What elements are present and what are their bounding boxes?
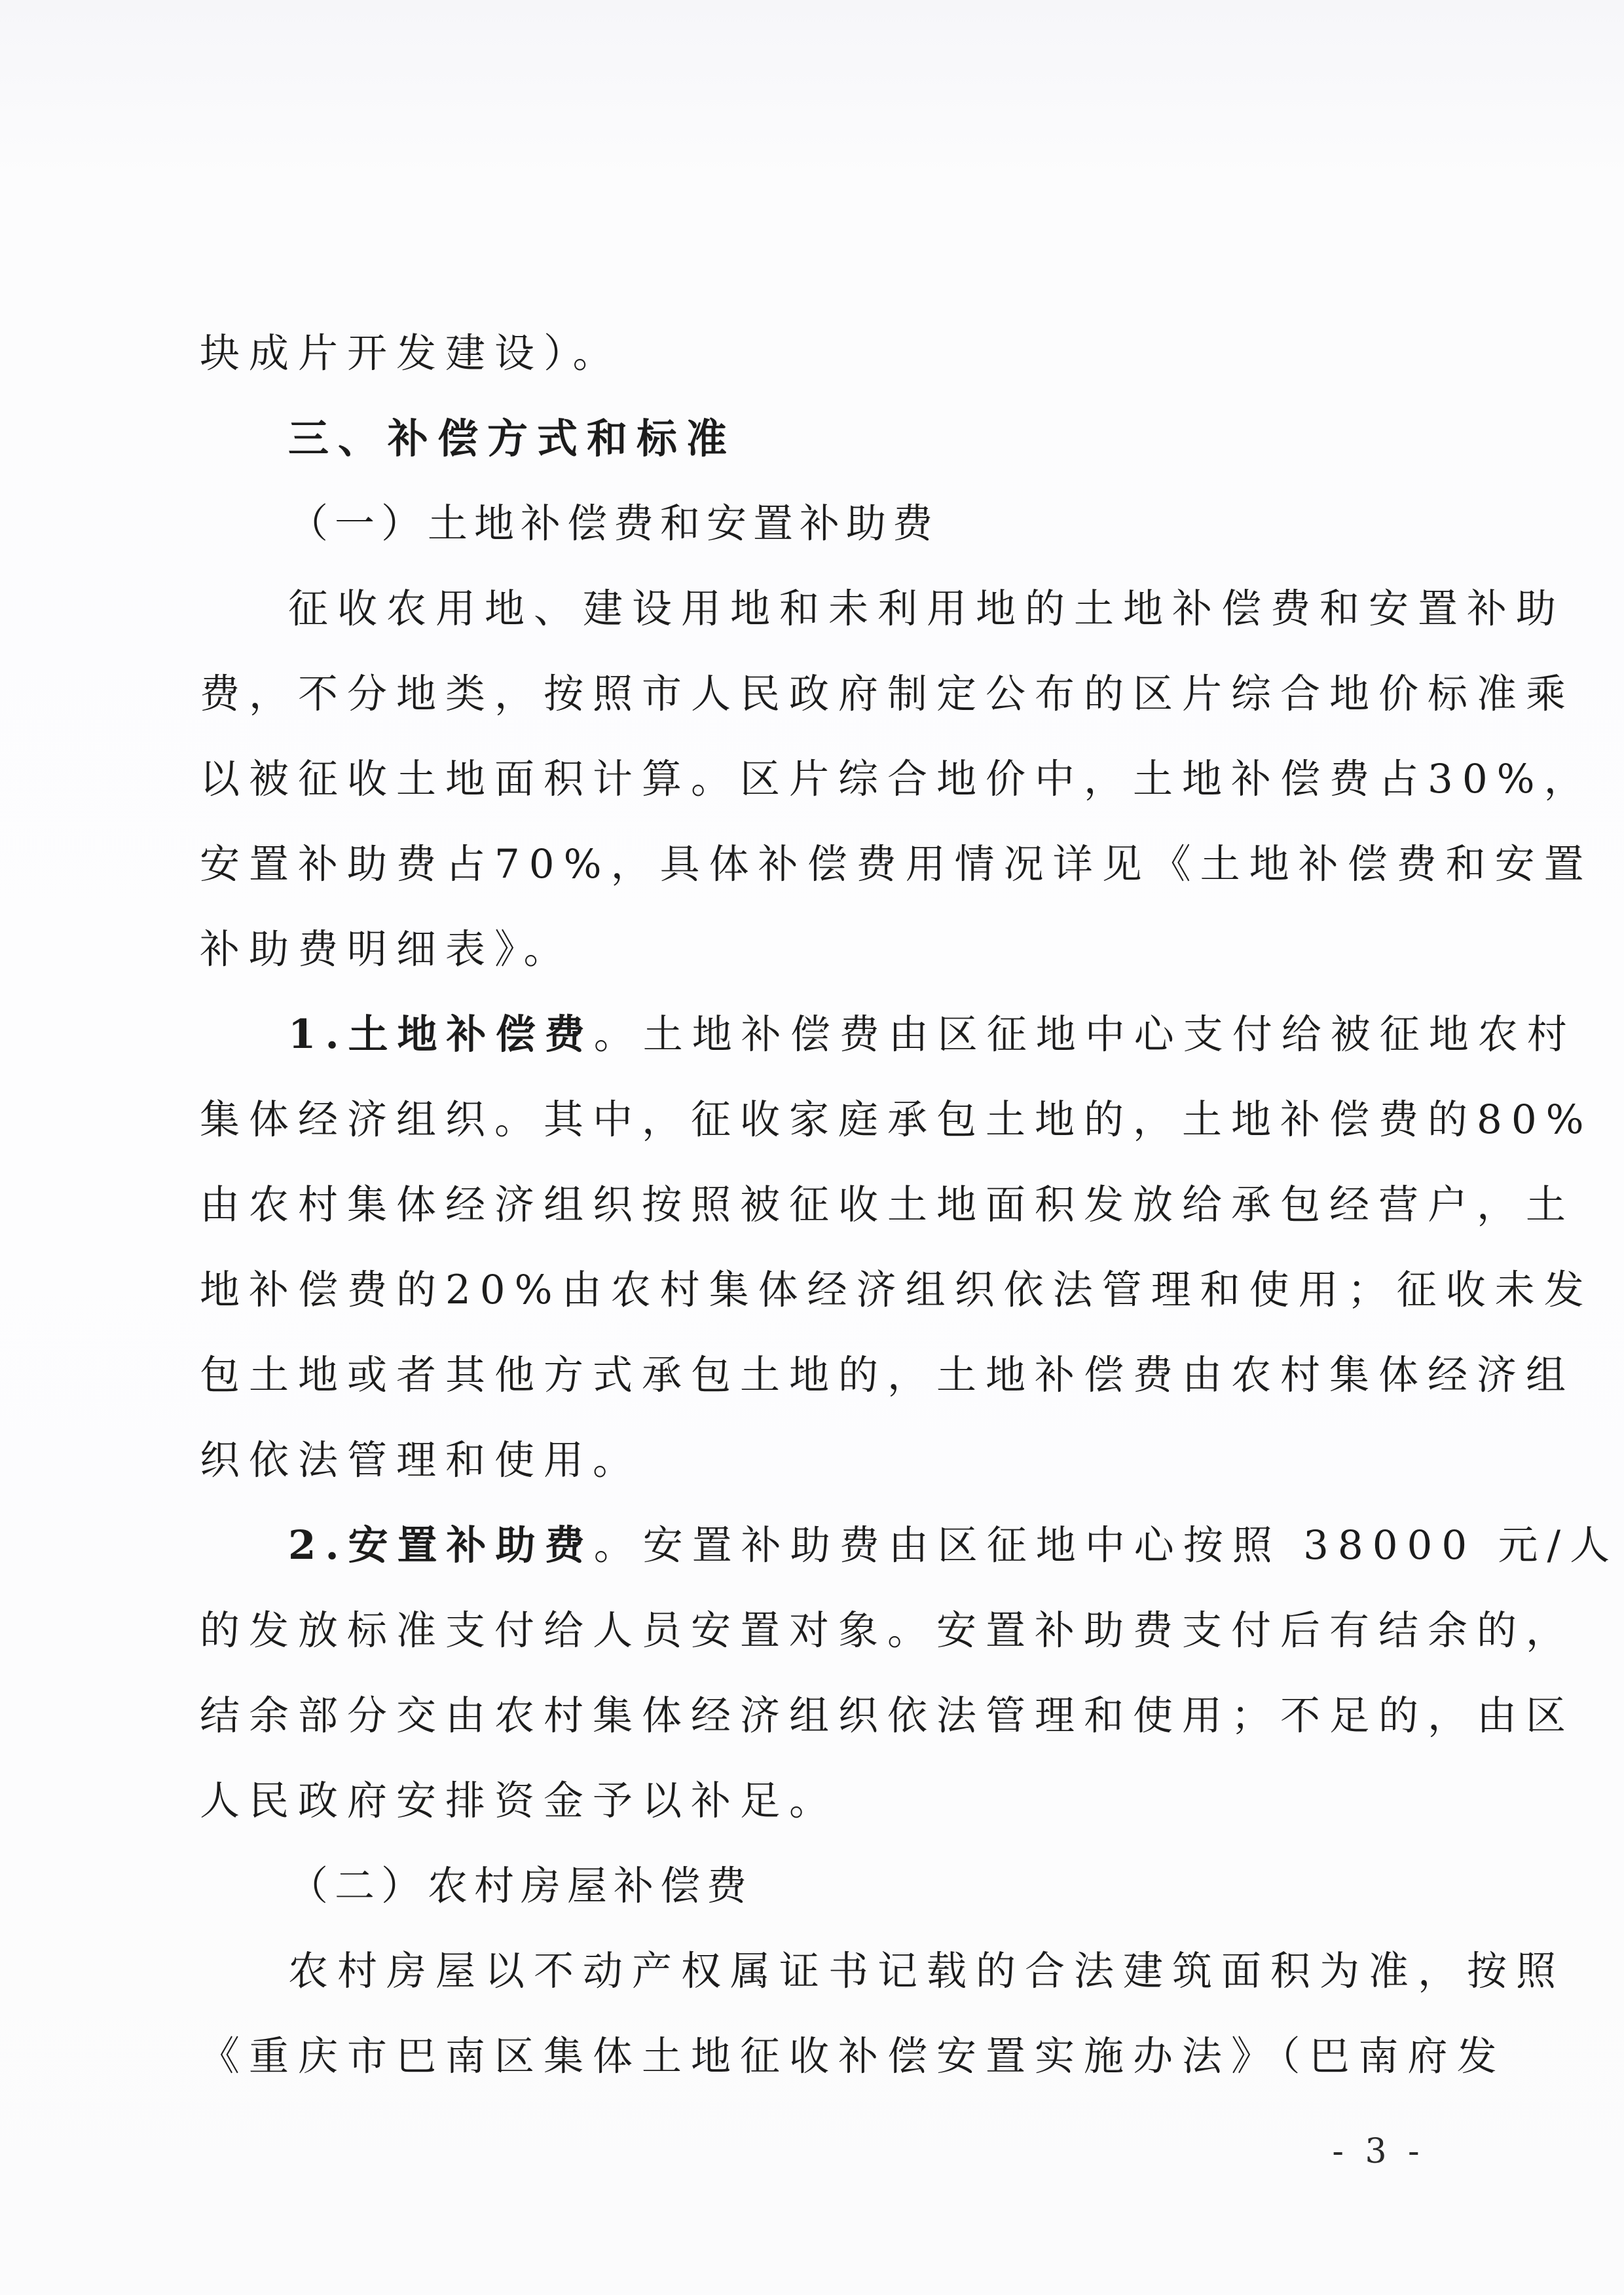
text-line-10: 集体经济组织。其中，征收家庭承包土地的，土地补偿费的80% <box>200 1096 1593 1143</box>
text-line-14: 织依法管理和使用。 <box>200 1437 642 1483</box>
text-line-18: 人民政府安排资金予以补足。 <box>200 1778 839 1824</box>
text-line-12: 地补偿费的20%由农村集体经济组织依法管理和使用；征收未发 <box>200 1267 1593 1313</box>
subsection-heading-2: （二）农村房屋补偿费 <box>288 1863 754 1909</box>
text-line-11: 由农村集体经济组织按照被征收土地面积发放给承包经营户，土 <box>200 1182 1576 1228</box>
text-line-6: 以被征收土地面积计算。区片综合地价中，土地补偿费占30%， <box>200 756 1593 802</box>
text-line-20: 农村房屋以不动产权属证书记载的合法建筑面积为准，按照 <box>288 1948 1566 1994</box>
text-line-7: 安置补助费占70%，具体补偿费用情况详见《土地补偿费和安置 <box>200 841 1593 887</box>
text-line-4: 征收农用地、建设用地和未利用地的土地补偿费和安置补助 <box>288 586 1566 632</box>
page-number: - 3 - <box>1332 2132 1425 2171</box>
text-line-17: 结余部分交由农村集体经济组织依法管理和使用；不足的，由区 <box>200 1692 1576 1739</box>
text-line-8: 补助费明细表》。 <box>200 926 573 973</box>
paragraph-land-compensation <box>288 992 1576 1077</box>
text-line-13: 包土地或者其他方式承包土地的，土地补偿费由农村集体经济组 <box>200 1352 1576 1398</box>
text-line-21: 《重庆市巴南区集体土地征收补偿安置实施办法》（巴南府发 <box>200 2033 1506 2080</box>
text-line-1: 块成片开发建设）。 <box>200 330 622 377</box>
term-resettlement-subsidy: 2.安置补助费 <box>288 1522 594 1569</box>
text-line-15: 。安置补助费由区征地中心按照 38000 元/人 <box>593 1522 1619 1569</box>
text-line-5: 费，不分地类，按照市人民政府制定公布的区片综合地价标准乘 <box>200 671 1576 717</box>
section-heading-3: 三、补偿方式和标准 <box>288 415 737 462</box>
subsection-heading-1: （一）土地补偿费和安置补助费 <box>288 500 940 547</box>
paragraph-resettlement-subsidy <box>288 1503 1619 1588</box>
term-land-compensation: 1.土地补偿费 <box>288 1011 594 1058</box>
text-line-16: 的发放标准支付给人员安置对象。安置补助费支付后有结余的， <box>200 1607 1576 1654</box>
text-line-9: 。土地补偿费由区征地中心支付给被征地农村 <box>593 1011 1576 1058</box>
